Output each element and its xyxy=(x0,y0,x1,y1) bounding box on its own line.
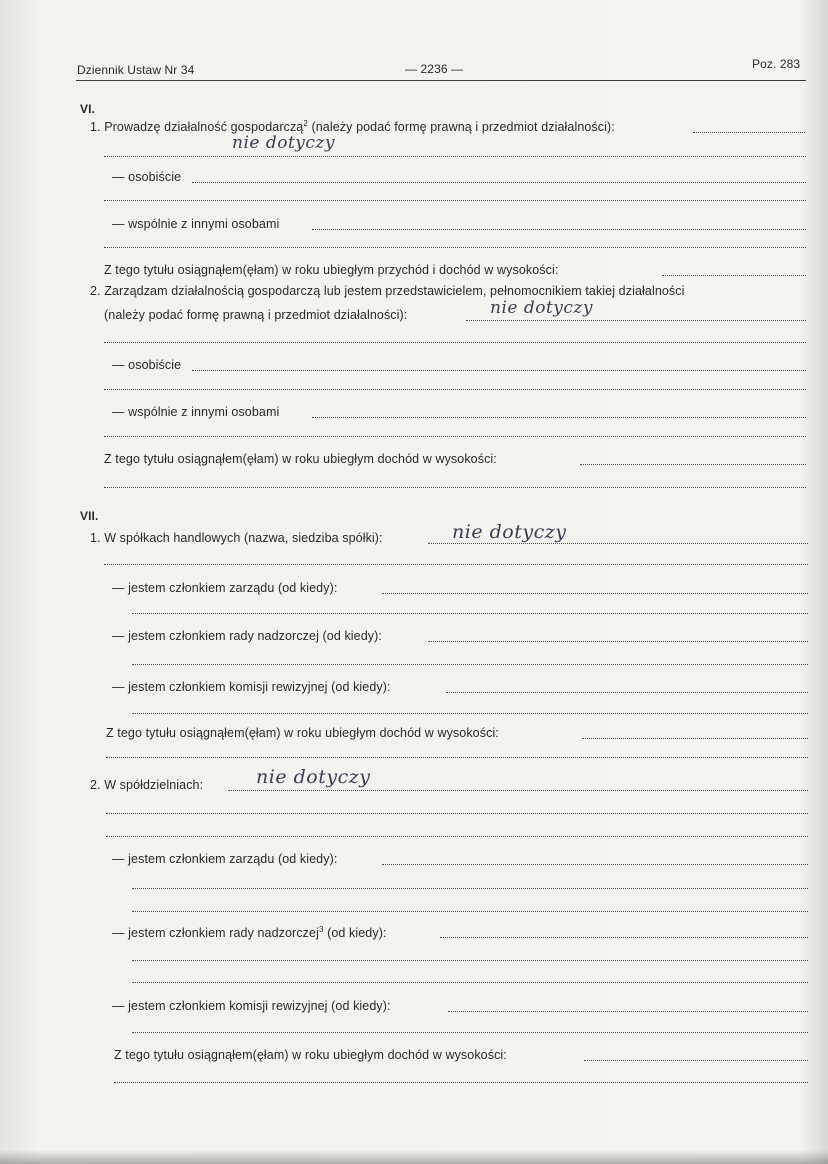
vii-2-income: Z tego tytułu osiągnąłem(ęłam) w roku ubiegłym dochód w wysokości: xyxy=(114,1048,507,1062)
header-position: Poz. 283 xyxy=(752,57,801,71)
header-rule xyxy=(76,80,806,81)
vi-1-personally-dots-2 xyxy=(104,200,806,201)
vi-2-jointly-dots xyxy=(312,417,806,418)
scan-edge-shadow xyxy=(0,1150,828,1164)
vi-2-income-dots xyxy=(580,464,806,465)
vi-1-jointly-dots-2 xyxy=(104,247,806,248)
header-journal-title: Dziennik Ustaw Nr 34 xyxy=(77,63,195,77)
vii-2-audit-dots xyxy=(448,1011,808,1012)
section-vii-heading: VII. xyxy=(80,509,99,523)
vii-2-board-dots-2 xyxy=(132,888,808,889)
vi-1-income-dots xyxy=(662,275,806,276)
vi-2-jointly: — wspólnie z innymi osobami xyxy=(112,405,280,419)
vii-1-board-dots-2 xyxy=(132,613,808,614)
vii-2-label: 2. W spółdzielniach: xyxy=(90,778,204,792)
vii-2-supervisory-dots-3 xyxy=(132,982,808,983)
vii-1-audit-dots xyxy=(446,692,808,693)
vii-2-dotline-2 xyxy=(106,813,808,814)
vi-2-personally: — osobiście xyxy=(112,358,182,372)
vi-2-dotline-2 xyxy=(104,342,806,343)
vi-1-jointly-dots xyxy=(312,229,806,230)
vi-2-income-dots-2 xyxy=(104,487,806,488)
vii-1-audit-dots-2 xyxy=(132,713,808,714)
vi-2-personally-dots-2 xyxy=(104,389,806,390)
vii-1-board: — jestem członkiem zarządu (od kiedy): xyxy=(112,581,338,595)
vii-2-board-dots-3 xyxy=(132,911,808,912)
vii-2-audit-dots-2 xyxy=(132,1032,808,1033)
vi-2-handwritten: nie dotyczy xyxy=(490,298,593,318)
vii-1-audit: — jestem członkiem komisji rewizyjnej (od kiedy): xyxy=(112,680,391,694)
vii-2-income-dots xyxy=(584,1060,808,1061)
vii-1-income-dots xyxy=(582,738,808,739)
header-page-number: — 2236 — xyxy=(405,62,464,76)
vi-1-label: 1. Prowadzę działalność gospodarczą$^2$ (należy podać formę prawną i przedmiot działalności): xyxy=(90,119,615,135)
vi-1-dotline-2 xyxy=(104,156,806,157)
vii-2-dotline-3 xyxy=(106,836,808,837)
vii-1-income-dots-2 xyxy=(106,757,808,758)
vii-1-supervisory: — jestem członkiem rady nadzorczej (od kiedy): xyxy=(112,629,382,643)
vii-1-board-dots xyxy=(382,593,808,594)
vii-1-dotline xyxy=(428,543,808,544)
vi-2-dotline xyxy=(466,320,806,321)
vi-1-personally-dots xyxy=(192,182,806,183)
vi-1-personally: — osobiście xyxy=(112,170,182,184)
vi-2-label-cont: (należy podać formę prawną i przedmiot działalności): xyxy=(104,308,408,322)
vii-2-handwritten: nie dotyczy xyxy=(256,766,371,788)
vii-1-supervisory-dots-2 xyxy=(132,664,808,665)
vii-2-supervisory-dots-2 xyxy=(132,960,808,961)
vii-2-board-dots xyxy=(382,864,808,865)
vii-2-board: — jestem członkiem zarządu (od kiedy): xyxy=(112,852,338,866)
vi-1-handwritten: nie dotyczy xyxy=(232,133,335,153)
vi-1-jointly: — wspólnie z innymi osobami xyxy=(112,217,280,231)
vii-2-supervisory: — jestem członkiem rady nadzorczej$^3$ (od kiedy): xyxy=(112,925,387,941)
vii-1-supervisory-dots xyxy=(428,641,808,642)
vii-2-income-dots-2 xyxy=(114,1082,808,1083)
vi-1-income: Z tego tytułu osiągnąłem(ęłam) w roku ubiegłym przychód i dochód w wysokości: xyxy=(104,263,559,277)
vii-1-handwritten: nie dotyczy xyxy=(452,521,567,543)
vii-2-supervisory-dots xyxy=(440,937,808,938)
vii-1-dotline-2 xyxy=(104,564,808,565)
vi-1-dotline xyxy=(693,132,805,133)
section-vi-heading: VI. xyxy=(80,102,95,116)
vii-1-label: 1. W spółkach handlowych (nazwa, siedziba spółki): xyxy=(90,531,383,545)
vii-2-dotline xyxy=(228,790,808,791)
vii-2-audit: — jestem członkiem komisji rewizyjnej (od kiedy): xyxy=(112,999,391,1013)
vii-1-income: Z tego tytułu osiągnąłem(ęłam) w roku ubiegłym dochód w wysokości: xyxy=(106,726,499,740)
vi-2-personally-dots xyxy=(192,370,806,371)
vi-2-label: 2. Zarządzam działalnością gospodarczą lub jestem przedstawicielem, pełnomocnikiem takiej działalności xyxy=(90,284,685,298)
vi-2-jointly-dots-2 xyxy=(104,436,806,437)
vi-2-income: Z tego tytułu osiągnąłem(ęłam) w roku ubiegłym dochód w wysokości: xyxy=(104,452,497,466)
